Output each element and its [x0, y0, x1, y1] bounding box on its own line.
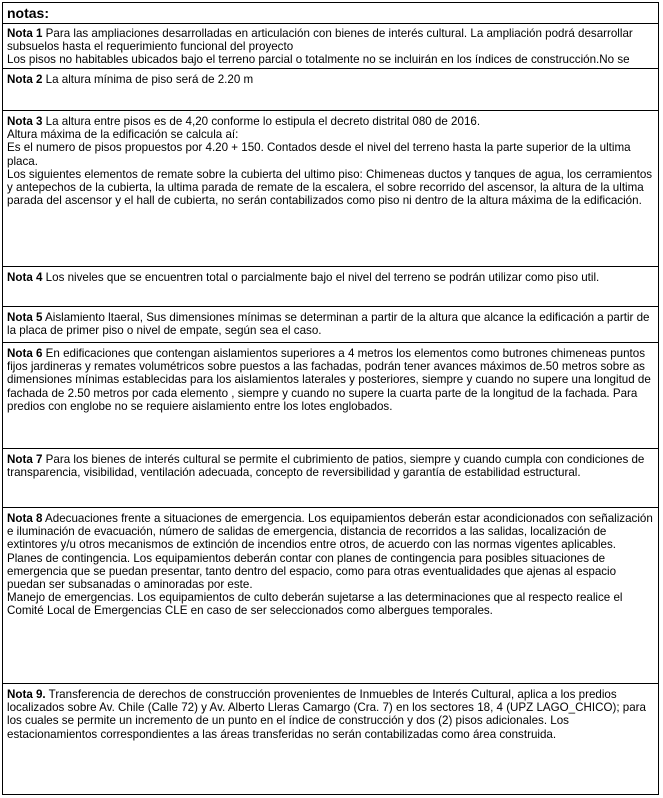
note-label: Nota 2 — [7, 73, 43, 86]
note-text: En edificaciones que contengan aislamientos superiores a 4 metros los elementos como butrones chimeneas puntos fijos jardineras y remates volumétricos sobre puestos a las fachadas, podrán tener avances máximos de.50 metros sobre as dimensiones mínimas establecidas para los aislamientos laterales y posteriores, siempre y cuando no supere una longitud de fachada de 2.50 metros por cada elemento , siempre y cuando no supere la cuarta parte de la longitud de la fachada. Para predios con englobe no se requiere aislamiento entre los lotes englobados. — [7, 347, 651, 413]
note-text: Los pisos no habitables ubicados bajo el terreno parcial o totalmente no se incluirán en los índices de construcción.No se — [7, 53, 630, 67]
note-text: Los siguientes elementos de remate sobre la cubierta del ultimo piso: Chimeneas ductos y tanques de agua, los cerramientos y antepechos de la cubierta, la ultima parada de remate de la escalera, el sobre recorrido del ascensor, la altura de la ultima parada del ascensor y el hall de cubierta, no serán contabilizados como piso ni dentro de la altura máxima de la edificación. — [7, 167, 653, 208]
note-paragraph — [7, 591, 654, 617]
note-text: Para las ampliaciones desarrolladas en articulación con bienes de interés cultural. La ampliación podrá desarrollar subsuelos hasta el requerimiento funcional del proyecto — [7, 27, 633, 54]
note-label: Nota 4 — [7, 271, 43, 284]
note-paragraph — [7, 512, 654, 552]
note-label: Nota 3 — [7, 115, 43, 128]
note-9 — [3, 684, 658, 796]
note-paragraph — [7, 168, 654, 208]
note-text: Los niveles que se encuentren total o parcialmente bajo el nivel del terreno se podrán utilizar como piso util. — [45, 271, 600, 284]
note-paragraph — [7, 271, 654, 284]
notes-table — [2, 2, 659, 795]
note-label: Nota 7 — [7, 453, 43, 466]
note-label: Nota 6 — [7, 347, 43, 360]
note-text: Aislamiento ltaeral, Sus dimensiones mínimas se determinan a partir de la altura que alcance la edificación a partir de la placa de primer piso o nivel de empate, según sea el caso. — [7, 311, 650, 338]
note-8 — [3, 508, 658, 684]
note-paragraph — [7, 141, 654, 167]
note-6 — [3, 343, 658, 449]
note-text: Para los bienes de interés cultural se permite el cubrimiento de patios, siempre y cuando cumpla con condiciones de transparencia, visibilidad, ventilación adecuada, concepto de reversibilidad y garantía de estabilidad estructural. — [7, 453, 645, 480]
note-1 — [3, 23, 658, 69]
note-paragraph — [7, 311, 654, 337]
note-label: Nota 8 — [7, 512, 43, 525]
note-text: Manejo de emergencias. Los equipamientos de culto deberán sujetarse a las determinaciones que al respecto realice el Comité Local de Emergencias CLE en caso de ser seleccionados como albergues temporales. — [7, 591, 623, 618]
note-paragraph — [7, 688, 654, 741]
note-text: La altura mínima de piso será de 2.20 m — [45, 73, 254, 86]
note-label: Nota 1 — [7, 27, 43, 40]
note-paragraph — [7, 347, 654, 413]
note-paragraph — [7, 552, 654, 592]
note-text: Adecuaciones frente a situaciones de emergencia. Los equipamientos deberán estar acondicionados con señalización e iluminación de evacuación, número de salidas de emergencia, distancia de recorridos a las salidas, localización de extintores y/u otros mecanismos de extinción de incendios entre otros, de acuerdo con las normas vigentes aplicables. — [7, 512, 653, 552]
note-3 — [3, 111, 658, 267]
notes-title: notas: — [3, 3, 658, 24]
note-paragraph — [7, 453, 654, 479]
note-text: La altura entre pisos es de 4,20 conforme lo estipula el decreto distrital 080 de 2016. — [45, 115, 481, 128]
note-paragraph — [7, 73, 654, 86]
note-4 — [3, 267, 658, 307]
note-5 — [3, 307, 658, 343]
note-text: Transferencia de derechos de construcción provenientes de Inmuebles de Interés Cultural, aplica a los predios localizados sobre Av. Chile (Calle 72) y Av. Alberto Lleras Camargo (Cra. 7) en los sectores 18, 4 (UPZ LAGO_CHICO); para los cuales se permite un incremento de un punto en el índice de construcción y dos (2) pisos adicionales. Los estacionamientos correspondientes a las áreas transferidas no serán contabilizadas como área construida. — [7, 688, 646, 741]
note-label: Nota 9. — [7, 688, 46, 701]
note-paragraph — [7, 128, 654, 141]
note-text: Altura máxima de la edificación se calcula aí: — [7, 128, 239, 142]
note-label: Nota 5 — [7, 311, 43, 324]
note-paragraph — [7, 53, 654, 69]
note-text: Es el numero de pisos propuestos por 4.20 + 150. Contados desde el nivel del terreno hasta la parte superior de la ultima placa. — [7, 141, 631, 168]
note-text: Planes de contingencia. Los equipamientos deberán contar con planes de contingencia para posibles situaciones de emergencia que se puedan presentar, tanto dentro del espacio, como para otras eventualidades que ajenas al espacio puedan ser subsanadas o aminoradas por este. — [7, 551, 617, 592]
note-paragraph — [7, 27, 654, 53]
note-7 — [3, 449, 658, 508]
note-2 — [3, 69, 658, 111]
note-paragraph — [7, 115, 654, 128]
